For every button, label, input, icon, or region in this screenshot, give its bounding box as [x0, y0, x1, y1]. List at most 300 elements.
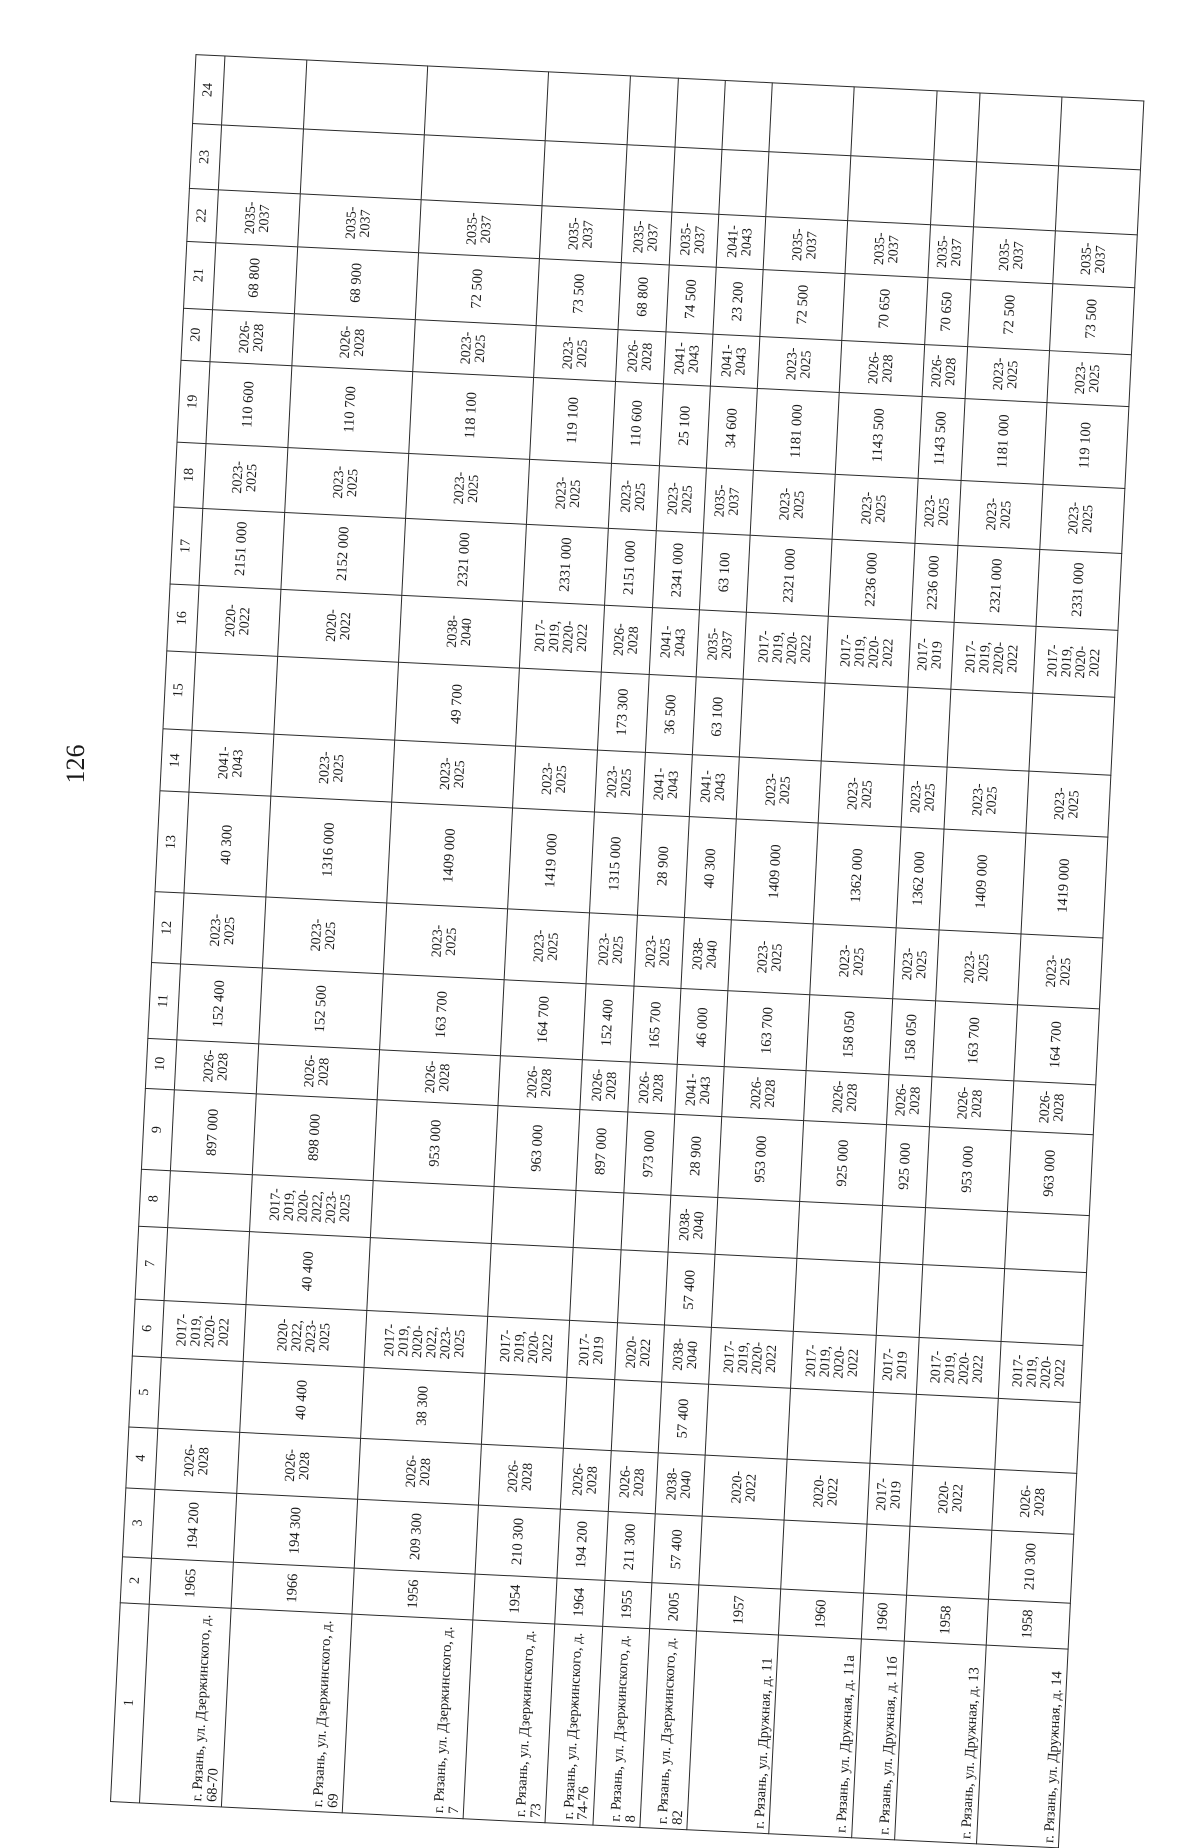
period-cell: 2023- 2025 — [534, 325, 619, 381]
period-cell: 2017- 2019, 2020- 2022 — [998, 1342, 1083, 1402]
period-cell: 2017- 2019, 2020- 2022 — [916, 1338, 1001, 1398]
period-cell: 2023- 2025 — [285, 447, 409, 518]
cost-cell: 36 500 — [645, 675, 696, 755]
cost-cell: 165 700 — [630, 986, 681, 1064]
column-header: 12 — [152, 892, 184, 965]
period-cell: 2035- 2037 — [927, 225, 973, 279]
cost-cell — [627, 76, 678, 148]
period-cell: 2023- 2025 — [901, 765, 947, 830]
cost-cell — [781, 1520, 866, 1593]
period-cell: 2023- 2025 — [892, 928, 939, 1001]
period-cell: 2038- 2040 — [681, 917, 732, 990]
cost-cell: 897 000 — [576, 1109, 627, 1193]
period-cell: 2023- 2025 — [1026, 771, 1111, 838]
period-cell: 2017- 2019, 2020- 2022 — [485, 1317, 570, 1377]
year-cell: 1958 — [986, 1599, 1070, 1649]
cost-cell — [863, 1524, 909, 1595]
cost-cell — [848, 156, 933, 225]
period-cell: 2038- 2040 — [655, 1453, 705, 1516]
repair-schedule-table — [110, 54, 1144, 1848]
cost-cell — [876, 1262, 923, 1337]
cost-cell — [719, 150, 769, 217]
year-cell: 1960 — [861, 1593, 906, 1641]
cost-cell — [913, 1394, 998, 1469]
period-cell: 2023- 2025 — [944, 767, 1029, 834]
address-cell: г. Рязань, ул. Дружная, д. 14 — [976, 1645, 1068, 1848]
cost-cell — [424, 66, 548, 141]
column-header: 19 — [177, 360, 210, 443]
cost-cell: 118 100 — [409, 372, 534, 460]
period-cell: 2023- 2025 — [504, 909, 589, 984]
cost-cell: 963 000 — [494, 1105, 580, 1191]
cost-cell: 210 300 — [988, 1530, 1073, 1603]
cost-cell — [570, 1248, 621, 1324]
address-cell: г. Рязань, ул. Дзержинского, д. 7 — [342, 1614, 473, 1819]
cost-cell: 898 000 — [252, 1094, 377, 1182]
cost-cell: 1316 000 — [266, 797, 392, 903]
cost-cell: 72 500 — [967, 279, 1052, 350]
table-container — [110, 54, 1144, 1848]
period-cell: 2023- 2025 — [1017, 934, 1103, 1009]
cost-cell — [933, 91, 979, 162]
period-cell: 2017- 2019, 2020- 2022 — [743, 612, 828, 683]
cost-cell — [675, 78, 726, 150]
period-cell: 2020- 2022 — [278, 589, 402, 662]
period-cell: 2026- 2028 — [155, 1428, 240, 1493]
cost-cell: 194 200 — [151, 1489, 236, 1562]
cost-cell: 2151 000 — [605, 528, 656, 608]
year-cell: 1958 — [904, 1595, 988, 1645]
cost-cell: 1409 000 — [939, 829, 1026, 933]
period-cell: 2023- 2025 — [819, 761, 904, 828]
period-cell: 2017- 2019, 2020- 2022 — [161, 1301, 246, 1361]
cost-cell — [794, 1258, 880, 1335]
period-cell: 2017- 2019, 2020- 2022 — [791, 1332, 876, 1392]
cost-cell: 973 000 — [624, 1112, 675, 1196]
column-header: 11 — [148, 963, 181, 1040]
cost-cell — [222, 56, 307, 129]
column-header: 15 — [163, 651, 196, 730]
period-cell: 2020- 2022 — [614, 1323, 664, 1382]
period-cell: 2023- 2025 — [728, 920, 813, 995]
cost-cell: 158 050 — [807, 995, 893, 1074]
period-cell: 2023- 2025 — [271, 734, 395, 803]
cost-cell: 173 300 — [598, 672, 649, 752]
period-cell: 2017- 2019, 2020- 2022 — [825, 616, 910, 687]
period-cell: 2041- 2043 — [675, 1064, 725, 1117]
column-header: 17 — [170, 507, 203, 586]
cost-cell: 152 500 — [259, 968, 384, 1049]
cost-cell — [192, 652, 278, 733]
cost-cell — [919, 1265, 1005, 1342]
cost-cell: 119 100 — [530, 377, 616, 463]
cost-cell — [611, 1380, 662, 1453]
period-cell: 2026- 2028 — [256, 1043, 379, 1099]
cost-cell: 70 650 — [924, 277, 970, 346]
period-cell: 2017- 2019 — [907, 620, 953, 689]
period-cell: 2023- 2025 — [181, 893, 266, 968]
column-header: 4 — [126, 1427, 158, 1489]
period-cell: 2023- 2025 — [406, 453, 530, 524]
year-cell: 1965 — [149, 1558, 233, 1608]
period-cell: 2023- 2025 — [758, 336, 843, 392]
cost-cell: 152 400 — [583, 984, 634, 1062]
cost-cell — [168, 1171, 253, 1231]
period-cell: 2017- 2019, 2020- 2022 — [520, 601, 605, 672]
cost-cell: 963 000 — [1007, 1131, 1093, 1217]
cost-cell — [488, 1244, 574, 1321]
column-header: 3 — [122, 1488, 154, 1558]
period-cell: 2023- 2025 — [1047, 350, 1132, 406]
cost-cell — [851, 87, 936, 160]
cost-cell — [218, 125, 303, 194]
cost-cell: 72 500 — [760, 269, 845, 340]
cost-cell — [822, 683, 908, 764]
column-header: 22 — [187, 189, 219, 243]
period-cell: 2026- 2028 — [561, 1448, 611, 1511]
cost-cell: 163 700 — [724, 991, 810, 1070]
period-cell: 2026- 2028 — [1011, 1080, 1096, 1134]
period-cell: 2023- 2025 — [958, 480, 1043, 549]
period-cell: 2026- 2028 — [377, 1049, 500, 1105]
cost-cell — [712, 1254, 798, 1331]
cost-cell: 40 300 — [684, 817, 736, 920]
cost-cell: 163 700 — [932, 1001, 1018, 1080]
cost-cell: 68 800 — [618, 262, 669, 331]
column-header: 21 — [184, 241, 216, 309]
address-cell: г. Рязань, ул. Дружная, д. 13 — [894, 1641, 986, 1844]
period-cell: 2023- 2025 — [383, 903, 507, 980]
period-cell: 2041- 2043 — [716, 215, 766, 270]
period-cell: 2017- 2019 — [567, 1321, 617, 1380]
period-cell: 2023- 2025 — [263, 897, 387, 974]
period-cell: 2035- 2037 — [763, 217, 848, 273]
cost-cell: 1362 000 — [896, 827, 944, 930]
cost-cell — [769, 83, 854, 156]
period-cell: 2026- 2028 — [840, 340, 925, 396]
period-cell: 2026- 2028 — [722, 1066, 806, 1120]
cost-cell: 68 900 — [295, 246, 419, 319]
cost-cell: 57 400 — [658, 1382, 709, 1455]
cost-cell: 209 300 — [354, 1499, 478, 1574]
cost-cell — [740, 679, 826, 760]
period-cell: 2023- 2025 — [586, 913, 637, 986]
cost-cell — [715, 1198, 800, 1258]
cost-cell — [930, 160, 976, 227]
period-cell: 2017- 2019, 2020- 2022 — [1033, 626, 1118, 697]
cost-cell — [624, 145, 674, 212]
period-cell: 2026- 2028 — [628, 1062, 678, 1115]
period-cell: 2041- 2043 — [689, 754, 739, 819]
cost-cell: 897 000 — [170, 1090, 256, 1176]
period-cell: 2038- 2040 — [668, 1196, 718, 1255]
cost-cell — [1058, 97, 1144, 170]
cost-cell: 119 100 — [1043, 403, 1129, 489]
cost-cell: 1409 000 — [387, 802, 513, 908]
cost-cell: 1143 500 — [918, 396, 965, 480]
cost-cell — [574, 1191, 624, 1250]
column-header: 5 — [129, 1356, 161, 1429]
cost-cell: 2151 000 — [199, 508, 285, 589]
period-cell: 2023- 2025 — [737, 757, 822, 824]
period-cell: 2023- 2025 — [1040, 484, 1125, 553]
cost-cell: 63 100 — [692, 677, 743, 757]
cost-cell: 49 700 — [395, 662, 520, 745]
cost-cell: 2341 000 — [652, 530, 703, 610]
period-cell: 2026- 2028 — [358, 1438, 482, 1505]
cost-cell — [922, 1208, 1007, 1268]
period-cell: 2041- 2043 — [649, 608, 700, 677]
cost-cell — [722, 81, 773, 153]
period-cell: 2035- 2037 — [298, 194, 421, 252]
cost-cell: 74 500 — [666, 265, 717, 334]
column-header: 13 — [155, 791, 189, 893]
period-cell: 2020- 2022 — [702, 1455, 787, 1520]
cost-cell: 1409 000 — [732, 819, 819, 923]
cost-cell — [1001, 1269, 1087, 1346]
cost-cell: 158 050 — [889, 999, 936, 1076]
period-cell: 2035- 2037 — [845, 221, 930, 277]
column-header: 18 — [174, 442, 206, 508]
cost-cell — [906, 1526, 991, 1599]
cost-cell: 2331 000 — [1036, 549, 1122, 630]
address-cell: г. Рязань, ул. Дзержинского, д. 82 — [640, 1629, 697, 1830]
period-cell: 2035- 2037 — [216, 190, 301, 246]
year-cell: 2005 — [650, 1583, 700, 1631]
period-cell: 2020- 2022 — [910, 1465, 995, 1530]
cost-cell — [158, 1357, 243, 1432]
year-cell: 1957 — [697, 1585, 781, 1635]
address-cell: г. Рязань, ул. Дзержинского, д. 74-76 — [545, 1624, 602, 1825]
column-header: 24 — [193, 55, 225, 126]
year-cell: 1955 — [602, 1580, 652, 1628]
address-cell: г. Рязань, ул. Дружная, д. 11а — [769, 1635, 861, 1838]
cost-cell: 28 900 — [637, 815, 689, 918]
cost-cell: 40 400 — [246, 1232, 371, 1311]
cost-cell — [492, 1187, 577, 1247]
cost-cell — [482, 1373, 567, 1448]
period-cell: 2035- 2037 — [419, 200, 542, 258]
cost-cell: 1315 000 — [590, 812, 642, 915]
cost-cell — [1029, 693, 1115, 774]
cost-cell: 57 400 — [652, 1514, 703, 1585]
cost-cell: 163 700 — [380, 974, 505, 1055]
period-cell: 2023- 2025 — [413, 319, 536, 377]
cost-cell: 2236 000 — [911, 543, 958, 623]
cost-cell: 2321 000 — [954, 545, 1040, 626]
cost-cell — [976, 93, 1061, 166]
cost-cell: 2321 000 — [402, 518, 527, 601]
cost-cell — [947, 689, 1033, 770]
cost-cell: 34 600 — [706, 386, 757, 470]
period-cell: 2023- 2025 — [527, 459, 612, 528]
cost-cell: 73 500 — [536, 258, 621, 329]
address-cell: г. Рязань, ул. Дзержинского, д. 68-70 — [139, 1604, 231, 1807]
cost-cell: 152 400 — [177, 964, 263, 1043]
year-cell: 1956 — [352, 1568, 475, 1620]
column-header: 9 — [141, 1088, 174, 1171]
cost-cell: 110 600 — [612, 381, 663, 465]
period-cell: 2026- 2028 — [210, 309, 295, 365]
period-cell: 2026- 2028 — [886, 1074, 932, 1126]
period-cell: 2023- 2025 — [513, 746, 598, 813]
period-cell: 2026- 2028 — [992, 1469, 1077, 1534]
cost-cell — [973, 162, 1058, 231]
cost-cell — [787, 1388, 872, 1463]
cost-cell — [904, 687, 951, 767]
cost-cell: 953 000 — [718, 1116, 804, 1202]
period-cell: 2023- 2025 — [965, 346, 1050, 402]
cost-cell: 57 400 — [664, 1252, 715, 1328]
period-cell: 2035- 2037 — [971, 227, 1056, 283]
period-cell: 2026- 2028 — [498, 1055, 582, 1109]
period-cell: 2026- 2028 — [608, 1451, 658, 1514]
period-cell: 2041- 2043 — [710, 334, 760, 389]
cost-cell — [621, 1193, 671, 1252]
column-header: 16 — [167, 584, 199, 652]
column-header: 1 — [111, 1603, 150, 1803]
cost-cell: 1362 000 — [814, 823, 901, 927]
cost-cell — [617, 1250, 668, 1326]
cost-cell — [1004, 1212, 1089, 1272]
cost-cell: 925 000 — [800, 1120, 886, 1206]
cost-cell — [672, 147, 722, 214]
cost-cell — [869, 1392, 916, 1465]
period-cell: 2020- 2022, 2023- 2025 — [243, 1305, 367, 1367]
year-cell: 1954 — [473, 1574, 557, 1624]
cost-cell — [564, 1377, 615, 1450]
cost-cell — [1055, 166, 1140, 235]
column-header: 23 — [189, 124, 221, 190]
column-header: 20 — [181, 308, 213, 362]
cost-cell: 40 400 — [240, 1361, 364, 1438]
year-cell: 1966 — [231, 1562, 354, 1614]
cost-cell: 953 000 — [925, 1127, 1011, 1213]
cost-cell — [995, 1398, 1081, 1473]
cost-cell: 46 000 — [677, 989, 728, 1067]
cost-cell — [542, 141, 627, 210]
cost-cell: 25 100 — [659, 384, 710, 468]
cost-cell: 1181 000 — [961, 399, 1047, 485]
column-header: 2 — [120, 1557, 151, 1604]
period-cell: 2038- 2040 — [662, 1325, 712, 1384]
period-cell: 2023- 2025 — [392, 740, 516, 809]
period-cell: 2026- 2028 — [292, 313, 415, 371]
column-header: 7 — [135, 1226, 168, 1301]
address-cell: г. Рязань, ул. Дзержинского, д. 8 — [593, 1626, 650, 1827]
cost-cell — [421, 135, 545, 206]
cost-cell: 28 900 — [671, 1114, 722, 1198]
cost-cell: 1419 000 — [508, 808, 595, 912]
period-cell: 2023- 2025 — [656, 465, 706, 532]
cost-cell: 2236 000 — [829, 539, 915, 620]
period-cell: 2038- 2040 — [399, 595, 523, 668]
period-cell: 2026- 2028 — [804, 1070, 888, 1124]
cost-cell — [699, 1516, 784, 1589]
period-cell: 2023- 2025 — [832, 474, 917, 543]
cost-cell: 70 650 — [842, 273, 927, 344]
period-cell: 2035- 2037 — [669, 212, 719, 267]
cost-cell: 23 200 — [713, 267, 764, 336]
cost-cell — [705, 1384, 790, 1459]
period-cell: 2035- 2037 — [540, 206, 625, 262]
year-cell: 1960 — [779, 1589, 863, 1639]
period-cell: 2026- 2028 — [602, 605, 653, 674]
period-cell: 2041- 2043 — [189, 730, 274, 797]
period-cell: 2035- 2037 — [703, 468, 753, 535]
period-cell: 2026- 2028 — [580, 1059, 630, 1112]
cost-cell: 1181 000 — [754, 388, 840, 474]
cost-cell: 164 700 — [501, 980, 587, 1059]
cost-cell — [371, 1181, 495, 1243]
column-header: 10 — [145, 1038, 176, 1090]
cost-cell: 953 000 — [373, 1100, 498, 1188]
period-cell: 2026- 2028 — [174, 1039, 258, 1093]
cost-cell — [367, 1238, 492, 1317]
period-cell: 2035- 2037 — [622, 210, 672, 265]
cost-cell: 925 000 — [882, 1124, 929, 1208]
period-cell: 2023- 2025 — [595, 750, 645, 815]
address-cell: г. Рязань, ул. Дзержинского, д. 69 — [222, 1608, 353, 1813]
year-cell: 1964 — [555, 1578, 605, 1626]
period-cell: 2023- 2025 — [935, 930, 1020, 1005]
cost-cell — [164, 1228, 250, 1305]
cost-cell: 2152 000 — [281, 512, 406, 595]
cost-cell: 73 500 — [1049, 283, 1134, 354]
cost-cell: 1419 000 — [1021, 833, 1108, 937]
cost-cell: 68 800 — [213, 242, 298, 313]
cost-cell — [879, 1206, 925, 1265]
table-body — [139, 56, 1143, 1848]
cost-cell: 194 300 — [233, 1493, 357, 1568]
cost-cell — [545, 72, 630, 145]
cost-cell: 2321 000 — [747, 535, 833, 616]
period-cell: 2017- 2019 — [873, 1336, 919, 1395]
cost-cell — [516, 668, 602, 749]
period-cell: 2041- 2043 — [642, 752, 692, 817]
cost-cell: 72 500 — [415, 252, 539, 325]
period-cell: 2023- 2025 — [634, 915, 685, 988]
cost-cell: 164 700 — [1014, 1005, 1100, 1084]
period-cell: 2017- 2019 — [867, 1463, 913, 1526]
cost-cell: 63 100 — [699, 533, 750, 613]
cost-cell: 110 600 — [206, 362, 292, 448]
cost-cell — [300, 129, 424, 200]
period-cell: 2026- 2028 — [237, 1432, 361, 1499]
period-cell: 2035- 2037 — [1053, 231, 1138, 287]
period-cell: 2017- 2019, 2020- 2022, 2023- 2025 — [364, 1311, 488, 1373]
address-cell: г. Рязань, ул. Дзержинского, д. 73 — [463, 1620, 555, 1823]
cost-cell — [304, 60, 428, 135]
cost-cell: 2331 000 — [523, 524, 609, 605]
cost-cell — [766, 152, 851, 221]
period-cell: 2017- 2019, 2020- 2022 — [709, 1328, 794, 1388]
period-cell: 2035- 2037 — [696, 610, 747, 679]
column-header: 6 — [132, 1299, 164, 1357]
period-cell: 2017- 2019, 2020- 2022 — [951, 622, 1036, 693]
period-cell: 2020- 2022 — [196, 585, 281, 656]
cost-cell: 38 300 — [361, 1367, 485, 1444]
cost-cell — [274, 656, 399, 739]
cost-cell: 40 300 — [184, 793, 271, 897]
period-cell: 2023- 2025 — [914, 478, 960, 545]
period-cell: 2023- 2025 — [203, 443, 288, 512]
cost-cell: 110 700 — [288, 366, 413, 454]
cost-cell: 211 300 — [605, 1511, 656, 1582]
period-cell: 2023- 2025 — [609, 463, 659, 530]
period-cell: 2026- 2028 — [479, 1444, 564, 1509]
cost-cell: 210 300 — [475, 1505, 560, 1578]
